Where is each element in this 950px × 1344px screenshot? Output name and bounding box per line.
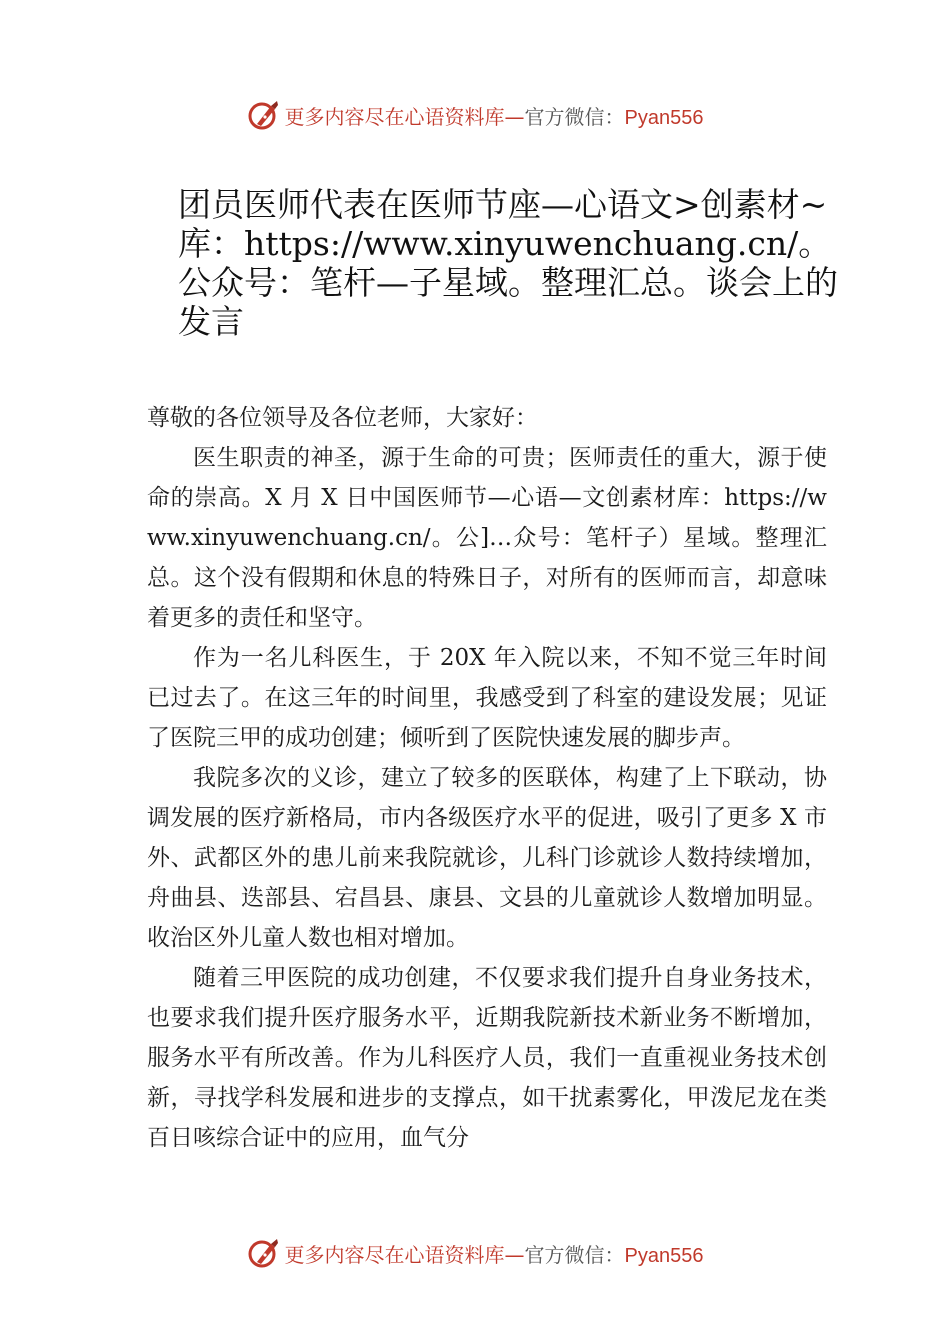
document-body — [147, 398, 827, 1158]
paragraph: 作为一名儿科医生，于 20X 年入院以来，不知不觉三年时间已过去了。在这三年的时间里，我感受到了科室的建设发展；见证了医院三甲的成功创建；倾听到了医院快速发展的脚步声。 — [147, 645, 827, 751]
paragraph: 我院多次的义诊，建立了较多的医联体，构建了上下联动，协调发展的医疗新格局，市内各级医疗水平的促进，吸引了更多 X 市外、武都区外的患儿前来我院就诊，儿科门诊就诊人数持续增加，舟曲县、迭部县、宕昌县、康县、文县的儿童就诊人数增加明显。收治区外儿童人数也相对增加。 — [147, 765, 827, 951]
pen-nib-logo-icon — [247, 1236, 281, 1270]
banner-wechat-id: Pyan556 — [624, 106, 704, 129]
banner-text — [285, 101, 704, 130]
banner-wechat-label: 官方微信： — [524, 1242, 625, 1267]
pen-nib-logo-icon — [247, 98, 281, 132]
banner-label: 更多内容尽在心语资料库 — [284, 104, 505, 129]
banner-dash: — — [504, 1242, 525, 1267]
banner-dash: — — [504, 104, 525, 129]
banner-text — [285, 1239, 704, 1268]
header-banner — [0, 95, 950, 135]
paragraph: 医生职责的神圣，源于生命的可贵；医师责任的重大，源于使命的崇高。X 月 X 日中国医师节—心语—文创素材库：https://www.xinyuwenchuang.cn/。公]…众号：笔杆子）星域。整理汇总。这个没有假期和休息的特殊日子，对所有的医师而言，却意味着更多的责任和坚守。 — [147, 445, 827, 631]
greeting: 尊敬的各位领导及各位老师，大家好： — [147, 405, 538, 431]
banner-wechat-id: Pyan556 — [624, 1244, 704, 1267]
banner-wechat-label: 官方微信： — [524, 104, 625, 129]
footer-banner — [0, 1233, 950, 1273]
paragraph: 随着三甲医院的成功创建，不仅要求我们提升自身业务技术，也要求我们提升医疗服务水平，近期我院新技术新业务不断增加，服务水平有所改善。作为儿科医疗人员，我们一直重视业务技术创新，寻找学科发展和进步的支撑点，如干扰素雾化，甲泼尼龙在类百日咳综合证中的应用，血气分 — [147, 965, 827, 1151]
banner-label: 更多内容尽在心语资料库 — [284, 1242, 505, 1267]
document-title: 团员医师代表在医师节座—心语文>创素材~库：https://www.xinyuwenchuang.cn/。公众号：笔杆—子星域。整理汇总。谈会上的发言 — [178, 185, 838, 341]
